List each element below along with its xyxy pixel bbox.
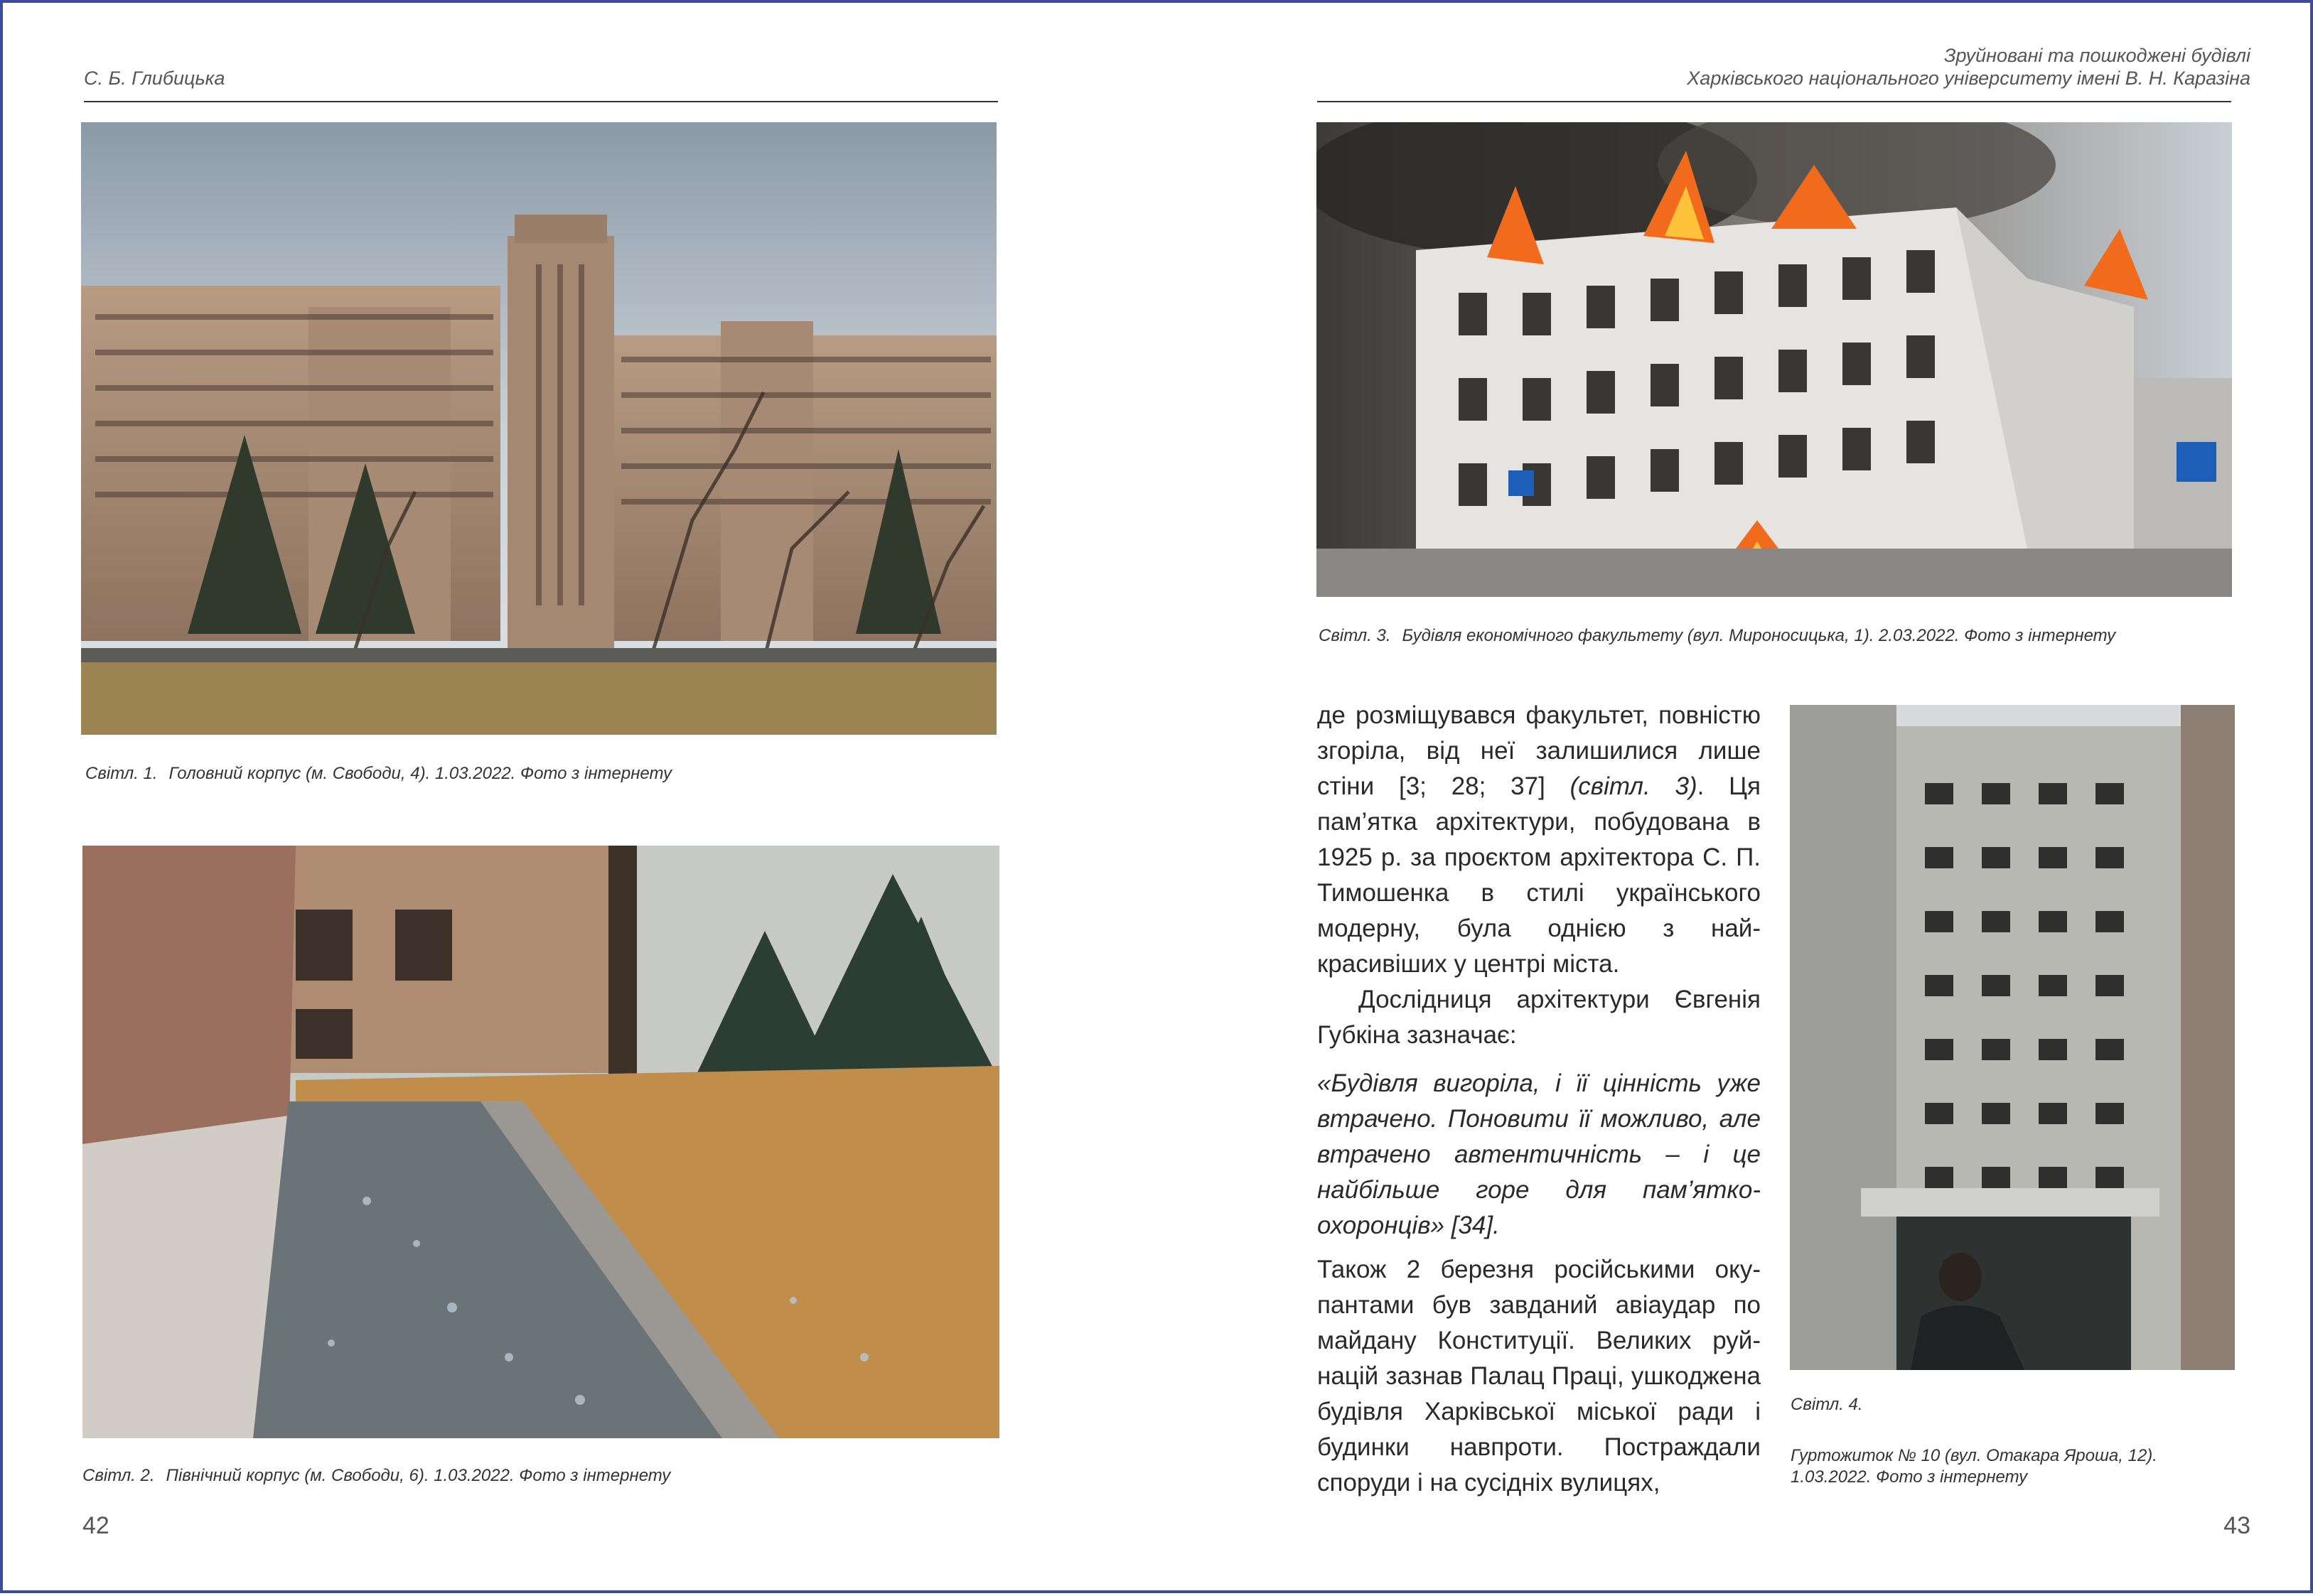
page-number-right: 43 <box>2223 1512 2250 1539</box>
running-head-line-1: Зруйновані та пошкоджені будівлі <box>1943 45 2250 66</box>
header-rule <box>84 101 998 102</box>
photo-main-building <box>81 122 997 735</box>
photo-dormitory <box>1790 705 2235 1370</box>
burning-economics-faculty-photo <box>1316 122 2232 597</box>
left-page <box>3 3 1159 1596</box>
paragraph-3: Також 2 березня російськими окупантами був завданий авіаудар по майдану Конституції. Великих руйнацій зазнав Палац Праці, ушкоджена будівля Харківської міської ради і будинки навпроти. Постраждали споруди і на сусідніх вулицях, <box>1317 1256 1761 1497</box>
caption-number: Світл. 1. <box>85 764 158 783</box>
caption-photo-4 <box>1791 1445 2238 1488</box>
page-number-left: 42 <box>82 1512 109 1539</box>
caption-photo-4-number: Світл. 4. <box>1791 1395 1863 1414</box>
running-head-line-2: Харківського національного університету імені В. Н. Каразіна <box>1687 68 2250 89</box>
quote: «Будівля вигоріла, і її цінність уже втрачено. Поновити її можливо, але втрачено автентичність – і це найбільше горе для пам’яткоохоронців» [34]. <box>1317 1069 1761 1239</box>
paragraph-1-start: де розміщувався факультет, повністю згоріла, від неї залишилися лише стіни [3; 28; 37] <box>1317 701 1761 800</box>
photo-economics-faculty <box>1316 122 2232 597</box>
paragraph-1 <box>1317 698 1761 982</box>
running-head-title <box>1687 44 2250 90</box>
caption-text: Будівля економічного факультету (вул. Мироносицька, 1). 2.03.2022. Фото з інтернету <box>1402 626 2116 645</box>
paragraph-2: Дослідниця архітектури Євгенія Губкіна зазначає: <box>1317 986 1761 1049</box>
body-text-column <box>1317 698 1761 1501</box>
caption-line-2: 1.03.2022. Фото з інтернету <box>1791 1467 2028 1487</box>
caption-number: Світл. 3. <box>1319 626 1391 645</box>
caption-photo-1 <box>85 763 672 784</box>
caption-photo-3 <box>1319 625 2115 647</box>
north-building-broken-glass-photo <box>82 846 999 1438</box>
right-page <box>1159 3 2313 1596</box>
caption-number: Світл. 2. <box>82 1466 155 1485</box>
photo-north-building <box>82 846 999 1438</box>
paragraph-1-end: . Ця пам’ятка архітектури, побудована в 1925 р. за проєктом архітектора С. П. Тимошенка в стилі українського модерну, була однією з найкрасивіших у центрі міста. <box>1317 772 1761 978</box>
photo-reference: (світл. 3) <box>1569 772 1697 800</box>
caption-text: Головний корпус (м. Свободи, 4). 1.03.2022. Фото з інтернету <box>168 764 672 783</box>
caption-photo-2 <box>82 1465 670 1487</box>
university-main-building-photo <box>81 122 997 735</box>
running-head-author: С. Б. Глибицька <box>84 68 225 89</box>
header-rule <box>1317 101 2231 102</box>
caption-text: Північний корпус (м. Свободи, 6). 1.03.2022. Фото з інтернету <box>166 1466 671 1485</box>
dormitory-10-photo <box>1790 705 2235 1370</box>
caption-line-1: Гуртожиток № 10 (вул. Отакара Яроша, 12). <box>1791 1446 2157 1465</box>
